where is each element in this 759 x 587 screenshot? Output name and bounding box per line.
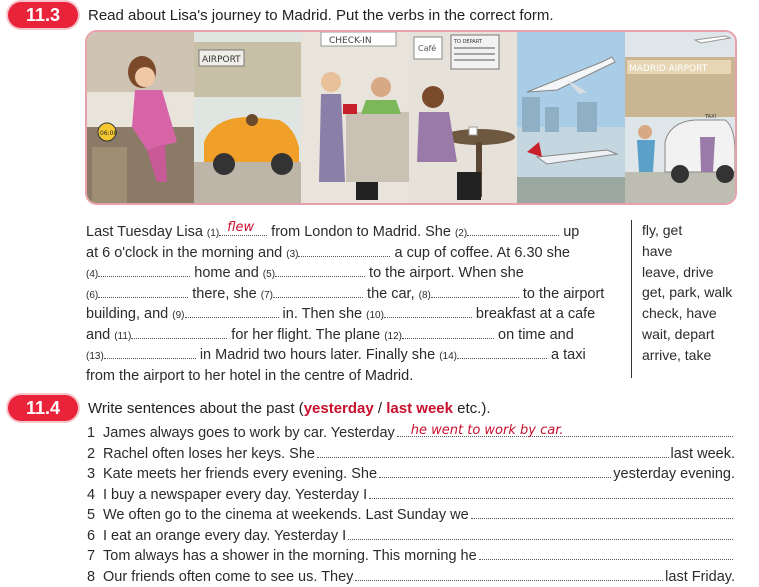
- row-number: 5: [87, 507, 96, 523]
- sentence-row: [87, 485, 735, 506]
- text-segment: breakfast at a cafe: [471, 306, 596, 322]
- verb-list: [642, 220, 732, 366]
- row-number: 3: [87, 466, 96, 482]
- example-answer: flew: [227, 220, 255, 235]
- verb-item: wait, depart: [642, 325, 715, 342]
- blank-number: (1): [206, 228, 220, 239]
- row-number: 1: [87, 425, 96, 441]
- text-segment: in. Then she: [278, 306, 367, 322]
- keyword-yesterday: yesterday: [303, 400, 374, 417]
- sentence-prompt: James always goes to work by car. Yesterday: [103, 425, 395, 441]
- sentence-prompt: Our friends often come to see us. They: [103, 568, 354, 585]
- picture-cafe: [409, 32, 517, 203]
- picture-check-in: [301, 32, 409, 203]
- row-number: 8: [87, 568, 96, 585]
- row-number: 2: [87, 445, 96, 462]
- exercise-instruction: [88, 400, 491, 417]
- text-segment: for her flight. The plane: [227, 326, 385, 343]
- blank-number: (5): [262, 269, 276, 280]
- sentence-row: [87, 444, 735, 465]
- text-line: [86, 325, 626, 346]
- sentence-row: [87, 526, 735, 547]
- sentence-prompt: Kate meets her friends every evening. She: [103, 466, 378, 482]
- text-line: [86, 243, 626, 264]
- text-line: [86, 345, 626, 366]
- sentence-row: [87, 464, 735, 485]
- answer-blank[interactable]: [219, 220, 267, 236]
- blank-number: (6): [86, 289, 99, 301]
- text-segment: a cup of coffee. At 6.30 she: [390, 244, 570, 261]
- sentence-prompt: Tom always has a shower in the morning. This morning he: [103, 548, 477, 564]
- exercise-instruction: Read about Lisa's journey to Madrid. Put the verbs in the correct form.: [88, 7, 554, 24]
- answer-line[interactable]: [317, 444, 669, 458]
- exercise-text: [86, 222, 626, 386]
- answer-line[interactable]: [479, 546, 733, 560]
- picture-car-airport: [194, 32, 301, 203]
- exercise-number-badge: 11.4: [8, 395, 78, 421]
- answer-line[interactable]: [471, 505, 733, 519]
- verb-item: have: [642, 242, 673, 259]
- blank-number: (8): [418, 289, 431, 301]
- check-in-sign: CHECK-IN: [329, 36, 372, 46]
- departures-board: TO DEPART: [454, 39, 482, 45]
- answer-blank[interactable]: [98, 285, 188, 298]
- row-number: 4: [87, 486, 96, 503]
- answer-line[interactable]: [379, 464, 611, 478]
- sentence-row: [87, 505, 735, 526]
- sentence-row: [87, 423, 735, 444]
- picture-plane: [517, 32, 625, 203]
- blank-number: (3): [286, 248, 299, 260]
- row-number: 6: [87, 527, 96, 544]
- instruction-separator: /: [373, 400, 387, 417]
- text-segment: the car,: [363, 285, 419, 302]
- answer-blank[interactable]: [467, 223, 559, 236]
- blank-number: (7): [260, 289, 274, 301]
- answer-blank[interactable]: [402, 326, 494, 339]
- text-line: [86, 304, 626, 325]
- verb-item: get, park, walk: [642, 284, 733, 301]
- row-number: 7: [87, 548, 96, 564]
- verb-item: check, have: [642, 305, 717, 322]
- sentence-row: [87, 546, 735, 567]
- divider-line: [631, 220, 632, 378]
- sentence-prompt: I buy a newspaper every day. Yesterday I: [103, 486, 368, 503]
- text-segment: home and: [190, 265, 263, 281]
- answer-line[interactable]: [369, 485, 733, 499]
- sentence-prompt: We often go to the cinema at weekends. Last Sunday we: [103, 507, 469, 523]
- answer-blank[interactable]: [98, 264, 190, 277]
- illustration-strip: [85, 30, 737, 205]
- text-segment: and: [86, 326, 115, 343]
- blank-number: (13): [86, 351, 104, 362]
- text-segment: from London to Madrid. She: [267, 224, 455, 240]
- answer-blank[interactable]: [431, 285, 519, 298]
- blank-number: (4): [86, 269, 99, 280]
- instruction-text: etc.).: [452, 400, 491, 417]
- sentence-ending: yesterday evening.: [613, 466, 735, 482]
- sentence-list: [87, 423, 735, 587]
- answer-blank[interactable]: [298, 244, 390, 257]
- answer-blank[interactable]: [457, 346, 547, 359]
- keyword-last-week: last week: [386, 400, 453, 417]
- taxi-sign: TAXI: [705, 114, 716, 120]
- blank-number: (12): [384, 330, 402, 342]
- text-line: [86, 263, 626, 284]
- text-line: [86, 284, 626, 305]
- text-segment: there, she: [188, 285, 261, 302]
- instruction-text: Write sentences about the past (: [88, 400, 304, 417]
- blank-number: (9): [172, 310, 185, 321]
- madrid-airport-sign: MADRID AIRPORT: [629, 64, 708, 74]
- answer-line[interactable]: [355, 567, 663, 581]
- text-segment: building, and: [86, 306, 173, 322]
- text-line: [86, 366, 626, 387]
- clock-time: 06:00: [100, 130, 118, 137]
- text-segment: Last Tuesday Lisa: [86, 224, 207, 240]
- text-segment: a taxi: [546, 347, 586, 363]
- blank-number: (2): [454, 228, 468, 239]
- answer-line[interactable]: [397, 423, 733, 437]
- picture-madrid-airport: [625, 32, 735, 203]
- example-answer: he went to work by car.: [410, 423, 564, 438]
- blank-number: (11): [114, 330, 132, 342]
- airport-sign: AIRPORT: [202, 55, 241, 65]
- verb-item: arrive, take: [642, 346, 712, 363]
- verb-item: leave, drive: [642, 263, 714, 280]
- sentence-ending: last Friday.: [665, 568, 735, 585]
- exercise-number-badge: 11.3: [8, 2, 78, 28]
- answer-line[interactable]: [348, 526, 733, 540]
- sentence-prompt: I eat an orange every day. Yesterday I: [103, 527, 347, 544]
- text-segment: to the airport. When she: [365, 265, 524, 281]
- cafe-sign: Café: [418, 44, 437, 53]
- text-line: [86, 222, 626, 243]
- blank-number: (14): [439, 351, 457, 362]
- sentence-ending: last week.: [670, 445, 735, 462]
- text-segment: in Madrid two hours later. Finally she: [195, 347, 440, 363]
- answer-blank[interactable]: [104, 346, 196, 359]
- answer-blank[interactable]: [275, 264, 365, 277]
- text-segment: up: [559, 224, 580, 240]
- picture-bedroom: [87, 32, 194, 203]
- sentence-prompt: Rachel often loses her keys. She: [103, 445, 315, 462]
- text-segment: from the airport to her hotel in the centre of Madrid.: [86, 367, 414, 384]
- answer-blank[interactable]: [131, 326, 227, 339]
- verb-item: fly, get: [642, 222, 683, 238]
- text-segment: at 6 o'clock in the morning and: [86, 244, 287, 261]
- text-segment: to the airport: [518, 285, 605, 302]
- text-segment: on time and: [494, 326, 574, 343]
- answer-blank[interactable]: [273, 285, 363, 298]
- answer-blank[interactable]: [384, 305, 472, 318]
- blank-number: (10): [366, 310, 384, 321]
- sentence-row: [87, 567, 735, 587]
- answer-blank[interactable]: [185, 305, 279, 318]
